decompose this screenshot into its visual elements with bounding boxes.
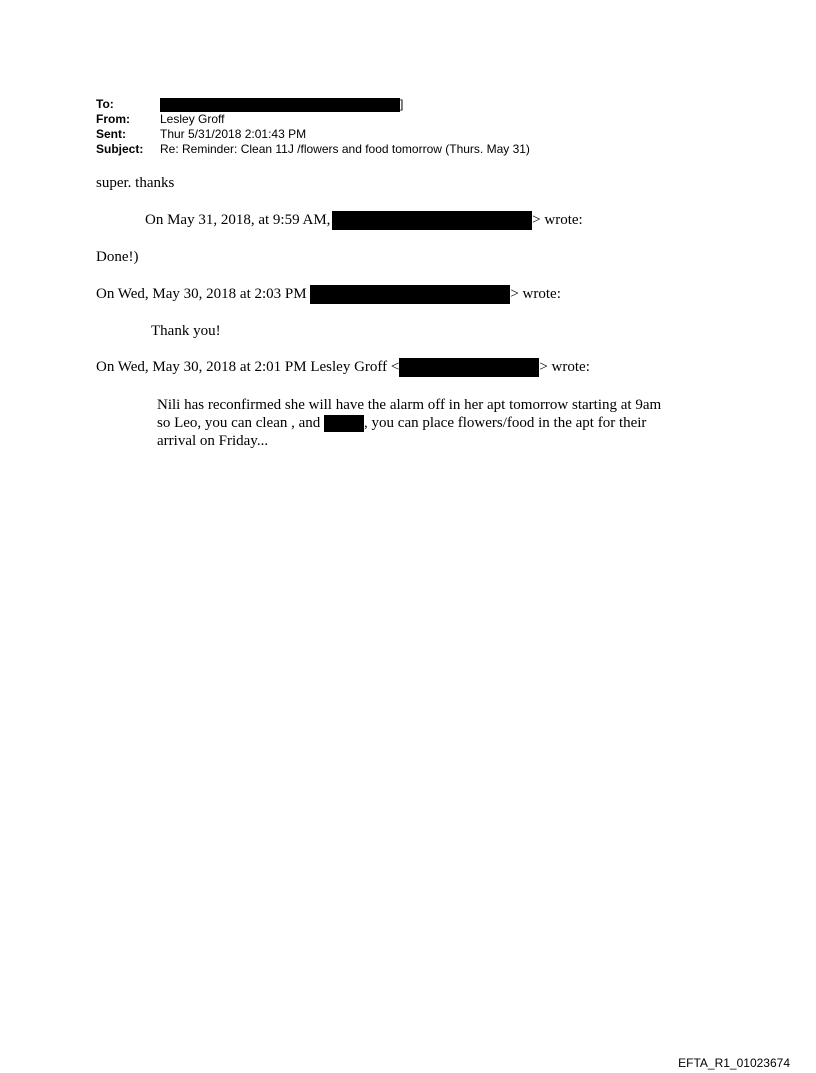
quote-header-3 — [96, 358, 590, 377]
quote1-prefix: On May 31, 2018, at 9:59 AM, — [145, 212, 331, 228]
subject-value: Re: Reminder: Clean 11J /flowers and food tomorrow (Thurs. May 31) — [160, 142, 530, 156]
original-message — [157, 396, 677, 450]
redaction-box — [310, 285, 510, 304]
sent-label: Sent: — [96, 127, 126, 141]
quote3-prefix: On Wed, May 30, 2018 at 2:01 PM Lesley Groff < — [96, 359, 400, 375]
thank-you-text: Thank you! — [151, 323, 221, 339]
original-part1: Nili has reconfirmed she will have the alarm off in her apt tomorrow starting at 9am so Leo, you can clean , and — [157, 397, 662, 431]
redaction-box — [332, 211, 532, 230]
from-label: From: — [96, 112, 130, 126]
quote3-suffix: > wrote: — [539, 359, 590, 375]
reply-top: super. thanks — [96, 175, 175, 191]
original-part2: , you can place flowers/food in the apt for their arrival on Friday... — [157, 415, 647, 450]
redaction-box — [324, 415, 364, 432]
subject-label: Subject: — [96, 142, 144, 156]
from-value: Lesley Groff — [160, 112, 225, 126]
to-value — [160, 97, 403, 112]
document-id: EFTA_R1_01023674 — [678, 1056, 790, 1070]
done-text: Done!) — [96, 249, 139, 265]
to-trail: ] — [400, 97, 404, 111]
quote-header-1 — [145, 211, 583, 230]
to-label: To: — [96, 97, 114, 111]
quote2-suffix: > wrote: — [510, 286, 561, 302]
quote-header-2 — [96, 285, 561, 304]
sent-value: Thur 5/31/2018 2:01:43 PM — [160, 127, 307, 141]
redaction-box — [160, 98, 400, 112]
quote1-suffix: > wrote: — [532, 212, 583, 228]
quote2-prefix: On Wed, May 30, 2018 at 2:03 PM — [96, 286, 307, 302]
redaction-box — [399, 358, 539, 377]
